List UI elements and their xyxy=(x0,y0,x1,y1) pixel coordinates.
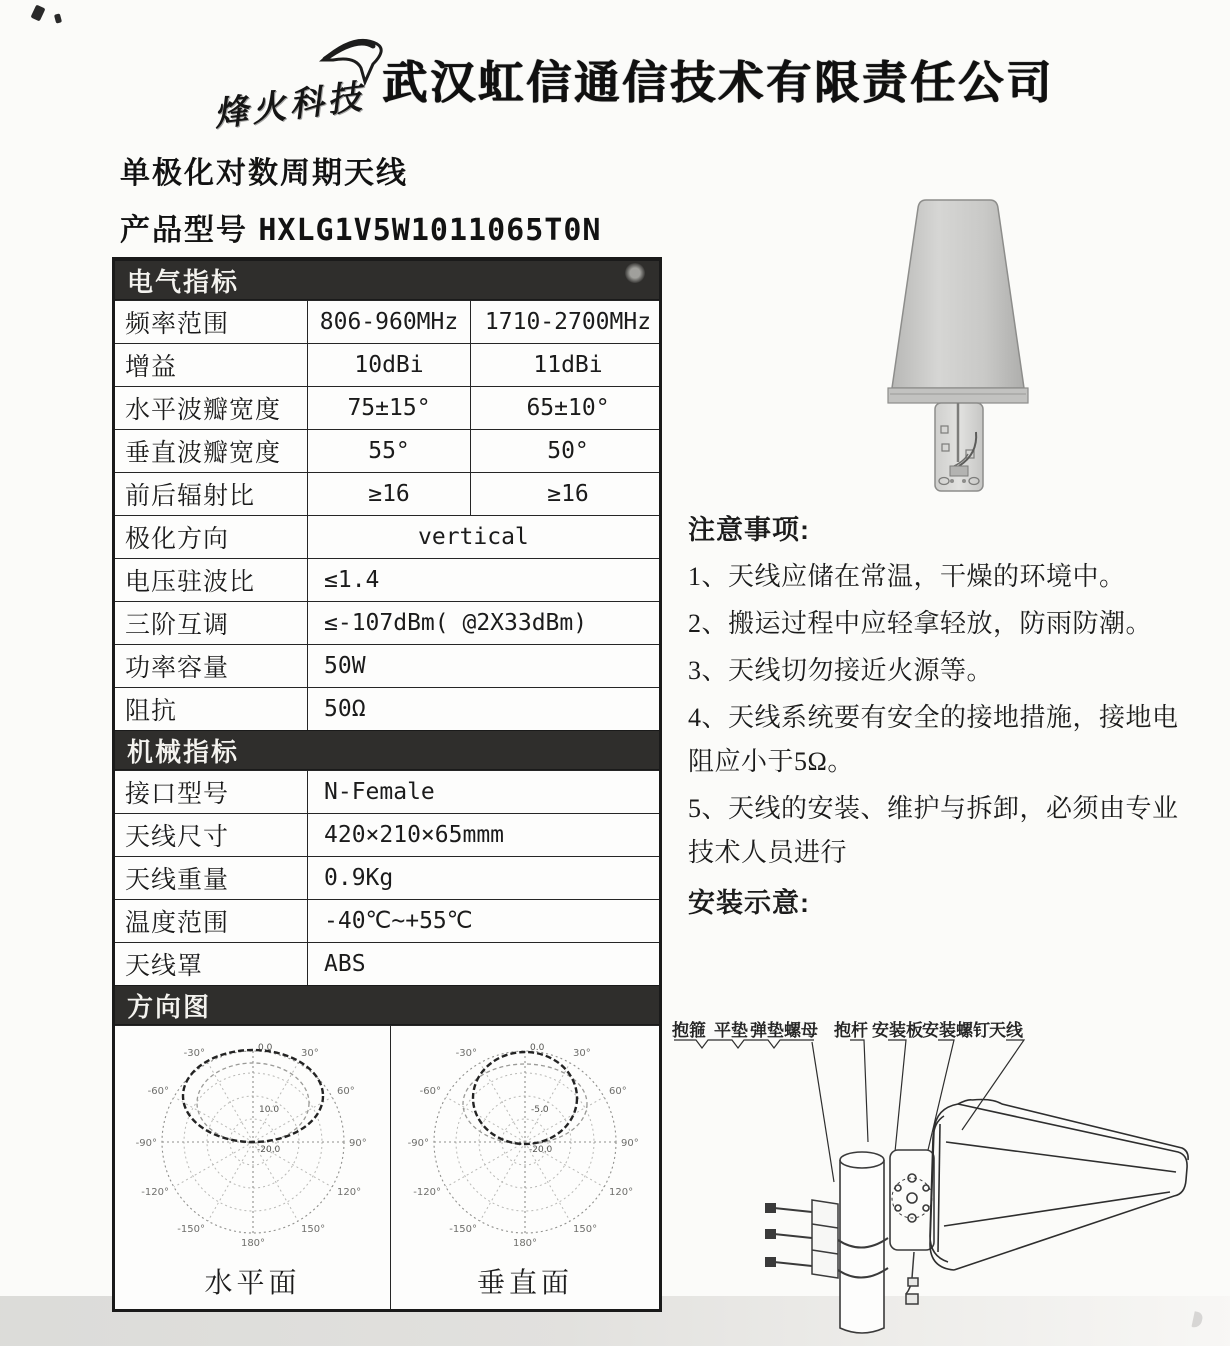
section-pattern-title: 方向图 xyxy=(127,991,212,1022)
row-label: 极化方向 xyxy=(125,526,230,553)
row-label: 阻抗 xyxy=(125,698,178,725)
angle-label: 120° xyxy=(336,1187,361,1198)
company-name: 武汉虹信通信技术有限责任公司 xyxy=(382,57,1055,108)
radial-label: 10.0 xyxy=(258,1105,279,1115)
table-row xyxy=(115,343,659,386)
row-label: 功率容量 xyxy=(125,655,230,682)
pattern-horizontal-caption: 水平面 xyxy=(204,1268,301,1299)
row-value-band2: ≥16 xyxy=(470,473,665,515)
row-value: 50Ω xyxy=(307,688,665,730)
scan-speck xyxy=(31,5,46,22)
row-label: 增益 xyxy=(125,354,178,381)
angle-label: -30° xyxy=(183,1048,205,1059)
section-pattern xyxy=(115,985,659,1025)
note-item: 2、搬运过程中应轻拿轻放，防雨防潮。 xyxy=(688,609,1153,638)
angle-label: -120° xyxy=(140,1187,169,1198)
row-label: 三阶互调 xyxy=(125,612,230,639)
row-value-band2: 50° xyxy=(470,430,665,472)
pattern-vertical-cell xyxy=(390,1026,659,1309)
row-label: 天线罩 xyxy=(125,953,204,980)
product-model-code: HXLG1V5W1011065T0N xyxy=(258,213,602,248)
table-row xyxy=(115,300,659,343)
section-mechanical xyxy=(115,730,659,770)
polar-plot-vertical xyxy=(393,1030,657,1258)
row-label: 电压驻波比 xyxy=(125,569,256,596)
table-row xyxy=(115,515,659,558)
angle-label: 60° xyxy=(336,1086,355,1097)
notes-block xyxy=(688,508,1193,928)
diagram-label: 安装板 xyxy=(872,1021,923,1040)
product-model-label: 产品型号 xyxy=(120,214,248,247)
table-row xyxy=(115,856,659,899)
row-label: 天线尺寸 xyxy=(125,824,230,851)
table-row xyxy=(115,601,659,644)
logo-text: 烽火科技 xyxy=(211,76,368,136)
diagram-label: 平垫 xyxy=(714,1021,748,1040)
row-label: 垂直波瓣宽度 xyxy=(125,440,282,467)
table-row xyxy=(115,558,659,601)
diagram-label: 弹垫 xyxy=(750,1021,784,1040)
row-value: 50W xyxy=(307,645,665,687)
angle-label: 150° xyxy=(573,1224,598,1235)
angle-label: -90° xyxy=(135,1138,157,1149)
row-value-band1: ≥16 xyxy=(307,473,470,515)
angle-label: -120° xyxy=(413,1187,441,1198)
row-value: ≤1.4 xyxy=(307,559,665,601)
angle-label: 90° xyxy=(348,1138,367,1149)
row-label: 接口型号 xyxy=(125,781,230,808)
row-label: 频率范围 xyxy=(125,311,230,338)
pattern-vertical-caption: 垂直面 xyxy=(476,1268,573,1299)
table-row xyxy=(115,429,659,472)
row-value: ≤-107dBm( @2X33dBm) xyxy=(307,602,665,644)
scan-speck xyxy=(54,13,62,23)
antenna-radome xyxy=(892,200,1024,388)
diagram-label: 抱杆 xyxy=(834,1021,868,1040)
radial-label: -20.0 xyxy=(256,1145,280,1155)
row-value-band1: 10dBi xyxy=(307,344,470,386)
row-value-band1: 806-960MHz xyxy=(307,301,470,343)
note-item: 5、天线的安装、维护与拆卸，必须由专业技术人员进行 xyxy=(688,794,1179,867)
table-row xyxy=(115,472,659,515)
table-row xyxy=(115,942,659,985)
row-label: 天线重量 xyxy=(125,867,230,894)
company-logo xyxy=(205,30,390,135)
row-value-band1: 75±15° xyxy=(307,387,470,429)
notes-title: 注意事项: xyxy=(688,515,810,545)
angle-label: -90° xyxy=(407,1138,429,1149)
table-row xyxy=(115,813,659,856)
row-label: 温度范围 xyxy=(125,910,230,937)
table-row xyxy=(115,899,659,942)
row-value: N-Female xyxy=(307,771,665,813)
radial-label: 0.0 xyxy=(530,1043,545,1053)
angle-label: 180° xyxy=(512,1238,538,1249)
product-model-line xyxy=(120,205,601,249)
angle-label: -30° xyxy=(455,1048,477,1059)
note-item: 4、天线系统要有安全的接地措施，接地电阻应小于5Ω。 xyxy=(688,703,1179,776)
row-label: 水平波瓣宽度 xyxy=(125,397,282,424)
polar-plot-horizontal xyxy=(121,1030,385,1258)
angle-label: -150° xyxy=(176,1224,205,1235)
spec-table xyxy=(112,257,662,1312)
note-item: 3、天线切勿接近火源等。 xyxy=(688,656,994,685)
diagram-label: 螺母 xyxy=(784,1021,818,1040)
diagram-label: 抱箍 xyxy=(672,1021,706,1040)
angle-label: 150° xyxy=(300,1224,325,1235)
install-diagram xyxy=(662,1012,1230,1346)
table-row xyxy=(115,687,659,730)
row-value: 0.9Kg xyxy=(307,857,665,899)
row-value-band2: 1710-2700MHz xyxy=(470,301,665,343)
angle-label: 90° xyxy=(621,1138,639,1149)
antenna-photo xyxy=(838,182,1078,512)
section-electrical-title: 电气指标 xyxy=(127,266,240,297)
angle-label: 30° xyxy=(573,1048,591,1059)
angle-label: 180° xyxy=(240,1238,265,1249)
row-value: -40℃~+55℃ xyxy=(307,900,665,942)
row-value: vertical xyxy=(307,516,665,558)
antenna-flange xyxy=(888,388,1028,403)
section-mechanical-title: 机械指标 xyxy=(127,736,240,767)
angle-label: -150° xyxy=(449,1224,477,1235)
row-value-band2: 65±10° xyxy=(470,387,665,429)
angle-label: -60° xyxy=(147,1086,169,1097)
note-item: 1、天线应储在常温，干燥的环境中。 xyxy=(688,562,1126,591)
diagram-label: 安装螺钉 xyxy=(922,1021,990,1040)
table-row xyxy=(115,386,659,429)
angle-label: 120° xyxy=(609,1187,634,1198)
row-value-band2: 11dBi xyxy=(470,344,665,386)
row-value-band1: 55° xyxy=(307,430,470,472)
radial-label: -5.0 xyxy=(531,1105,549,1115)
section-electrical xyxy=(115,260,659,300)
angle-label: -60° xyxy=(419,1086,441,1097)
radial-label: 0.0 xyxy=(257,1043,272,1053)
install-title: 安装示意: xyxy=(688,888,810,918)
diagram-label: 天线 xyxy=(989,1021,1023,1040)
pattern-horizontal-cell xyxy=(115,1026,390,1309)
row-value: 420×210×65mmm xyxy=(307,814,665,856)
table-row xyxy=(115,644,659,687)
angle-label: 60° xyxy=(609,1086,627,1097)
table-row xyxy=(115,770,659,813)
row-value: ABS xyxy=(307,943,665,985)
angle-label: 30° xyxy=(300,1048,319,1059)
radial-label: -20.0 xyxy=(529,1145,553,1155)
row-label: 前后辐射比 xyxy=(125,483,256,510)
scan-stamp xyxy=(625,263,645,283)
pattern-row xyxy=(115,1025,659,1309)
product-title: 单极化对数周期天线 xyxy=(120,157,408,190)
